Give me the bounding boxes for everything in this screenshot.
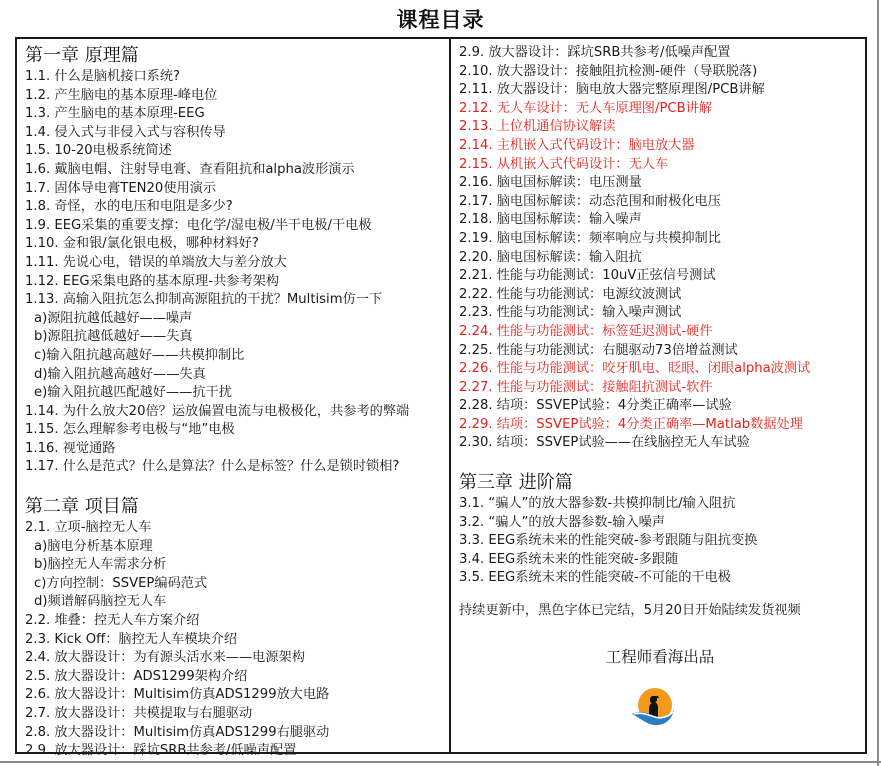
toc-item: 2.21. 性能与功能测试：10uV正弦信号测试 — [459, 268, 716, 284]
toc-subitem: c)输入阻抗越高越好——共模抑制比 — [34, 347, 245, 363]
toc-item: 2.23. 性能与功能测试：输入噪声测试 — [459, 305, 682, 321]
sunset-person-logo-icon — [630, 686, 678, 730]
toc-subitem: d)频谱解码脑控无人车 — [34, 594, 167, 610]
chapter-2-list-left — [25, 519, 409, 761]
chapter-3-list — [459, 495, 810, 588]
toc-item: 2.11. 放大器设计：脑电放大器完整原理图/PCB讲解 — [459, 82, 765, 98]
toc-left-column — [25, 44, 409, 761]
chapter-2-heading: 第二章 项目篇 — [25, 496, 139, 518]
toc-item: 2.27. 性能与功能测试：接触阻抗测试-软件 — [459, 379, 713, 395]
toc-item: 2.17. 脑电国标解读：动态范围和耐极化电压 — [459, 193, 721, 209]
toc-subitem: c)方向控制：SSVEP编码范式 — [34, 575, 208, 591]
toc-item: 2.8. 放大器设计：Multisim仿真ADS1299右腿驱动 — [25, 724, 330, 740]
toc-item: 1.13. 高输入阻抗怎么抑制高源阻抗的干扰？Multisim仿一下 — [25, 292, 383, 308]
toc-item: 1.4. 侵入式与非侵入式与容积传导 — [25, 124, 226, 140]
toc-item: 2.10. 放大器设计：接触阻抗检测-硬件（导联脱落) — [459, 63, 758, 79]
toc-item: 2.5. 放大器设计：ADS1299架构介绍 — [25, 668, 248, 684]
toc-item: 1.3. 产生脑电的基本原理-EEG — [25, 106, 205, 122]
chapter-1-heading: 第一章 原理篇 — [25, 45, 139, 66]
toc-item: 1.12. EEG采集电路的基本原理-共参考架构 — [25, 273, 280, 289]
toc-subitem: a)脑电分析基本原理 — [34, 538, 153, 554]
toc-subitem: d)输入阻抗越高越好——失真 — [34, 366, 206, 382]
chapter-1-list — [25, 68, 409, 477]
toc-item: 1.9. EEG采集的重要支撑：电化学/湿电极/半干电极/干电极 — [25, 217, 372, 233]
toc-item: 2.1. 立项-脑控无人车 — [25, 520, 152, 536]
toc-subitem: b)源阻抗越低越好——失真 — [34, 329, 193, 345]
column-divider — [449, 37, 451, 754]
toc-item: 3.5. EEG系统未来的性能突破-不可能的干电极 — [459, 570, 731, 586]
toc-item: 3.3. EEG系统未来的性能突破-参考跟随与阻抗变换 — [459, 533, 758, 549]
toc-item: 2.25. 性能与功能测试：右腿驱动73倍增益测试 — [459, 342, 738, 358]
toc-item: 2.26. 性能与功能测试：咬牙肌电、眨眼、闭眼alpha波测试 — [459, 361, 811, 377]
toc-subitem: e)输入阻抗越匹配越好——抗干扰 — [34, 385, 232, 401]
toc-item: 2.15. 从机嵌入式代码设计：无人车 — [459, 156, 669, 172]
toc-item: 2.12. 无人车设计：无人车原理图/PCB讲解 — [459, 100, 713, 116]
author-signature: 工程师看海出品 — [605, 648, 715, 666]
toc-item: 2.18. 脑电国标解读：输入噪声 — [459, 212, 642, 228]
page-edge-bottom — [0, 761, 881, 763]
toc-item: 1.1. 什么是脑机接口系统? — [25, 69, 181, 84]
toc-item: 2.13. 上位机通信协议解读 — [459, 119, 616, 135]
toc-item: 2.2. 堆叠：控无人车方案介绍 — [25, 613, 200, 629]
chapter-3-heading: 第三章 进阶篇 — [459, 472, 573, 494]
toc-item: 2.16. 脑电国标解读：电压测量 — [459, 175, 642, 191]
toc-item: 2.4. 放大器设计：为有源头活水来——电源架构 — [25, 650, 305, 666]
toc-item: 2.19. 脑电国标解读：频率响应与共模抑制比 — [459, 230, 721, 246]
toc-item: 1.8. 奇怪，水的电压和电阻是多少? — [25, 199, 233, 215]
toc-item: 3.4. EEG系统未来的性能突破-多跟随 — [459, 551, 679, 567]
toc-item: 2.20. 脑电国标解读：输入阻抗 — [459, 249, 642, 265]
toc-item: 1.5. 10-20电极系统简述 — [25, 143, 172, 159]
toc-item: 1.14. 为什么放大20倍？运放偏置电流与电极极化，共参考的弊端 — [25, 403, 410, 419]
toc-item: 2.9. 放大器设计：踩坑SRB共参考/低噪声配置 — [25, 743, 297, 759]
toc-item: 3.2. “骗人”的放大器参数-输入噪声 — [459, 514, 666, 530]
toc-item: 2.24. 性能与功能测试：标签延迟测试-硬件 — [459, 323, 713, 339]
toc-item: 2.3. Kick Off：脑控无人车模块介绍 — [25, 631, 238, 647]
toc-item: 2.28. 结项：SSVEP试验：4分类正确率—试验 — [459, 398, 732, 414]
toc-item: 2.9. 放大器设计：踩坑SRB共参考/低噪声配置 — [459, 45, 731, 60]
update-note: 持续更新中，黑色字体已完结，5月20日开始陆续发货视频 — [459, 603, 801, 619]
toc-item: 1.2. 产生脑电的基本原理-峰电位 — [25, 87, 218, 103]
toc-item: 1.17. 什么是范式？什么是算法？什么是标签？什么是锁时锁相? — [25, 459, 400, 475]
toc-item: 1.15. 怎么理解参考电极与“地”电极 — [25, 422, 235, 438]
toc-item: 2.14. 主机嵌入式代码设计：脑电放大器 — [459, 137, 695, 153]
toc-item: 1.16. 视觉通路 — [25, 440, 116, 456]
toc-item: 1.10. 金和银/氯化银电极，哪种材料好? — [25, 236, 259, 252]
toc-right-column — [459, 44, 810, 621]
toc-item: 2.22. 性能与功能测试：电源纹波测试 — [459, 286, 682, 302]
toc-item: 1.7. 固体导电膏TEN20使用演示 — [25, 180, 217, 196]
toc-item: 1.6. 戴脑电帽、注射导电膏、查看阻抗和alpha波形演示 — [25, 161, 355, 177]
toc-item: 2.30. 结项：SSVEP试验——在线脑控无人车试验 — [459, 435, 750, 451]
toc-item: 3.1. “骗人”的放大器参数-共模抑制比/输入阻抗 — [459, 496, 736, 512]
chapter-2-list-right — [459, 44, 810, 453]
toc-subitem: a)源阻抗越低越好——噪声 — [34, 310, 193, 326]
toc-item: 2.7. 放大器设计：共模提取与右腿驱动 — [25, 706, 253, 721]
page-edge-right — [877, 0, 879, 766]
toc-item: 1.11. 先说心电，错误的单端放大与差分放大 — [25, 254, 287, 270]
toc-item: 2.29. 结项：SSVEP试验：4分类正确率—Matlab数据处理 — [459, 416, 803, 432]
page-title: 课程目录 — [396, 8, 485, 32]
toc-subitem: b)脑控无人车需求分析 — [34, 557, 167, 573]
toc-item: 2.6. 放大器设计：Multisim仿真ADS1299放大电路 — [25, 687, 330, 703]
